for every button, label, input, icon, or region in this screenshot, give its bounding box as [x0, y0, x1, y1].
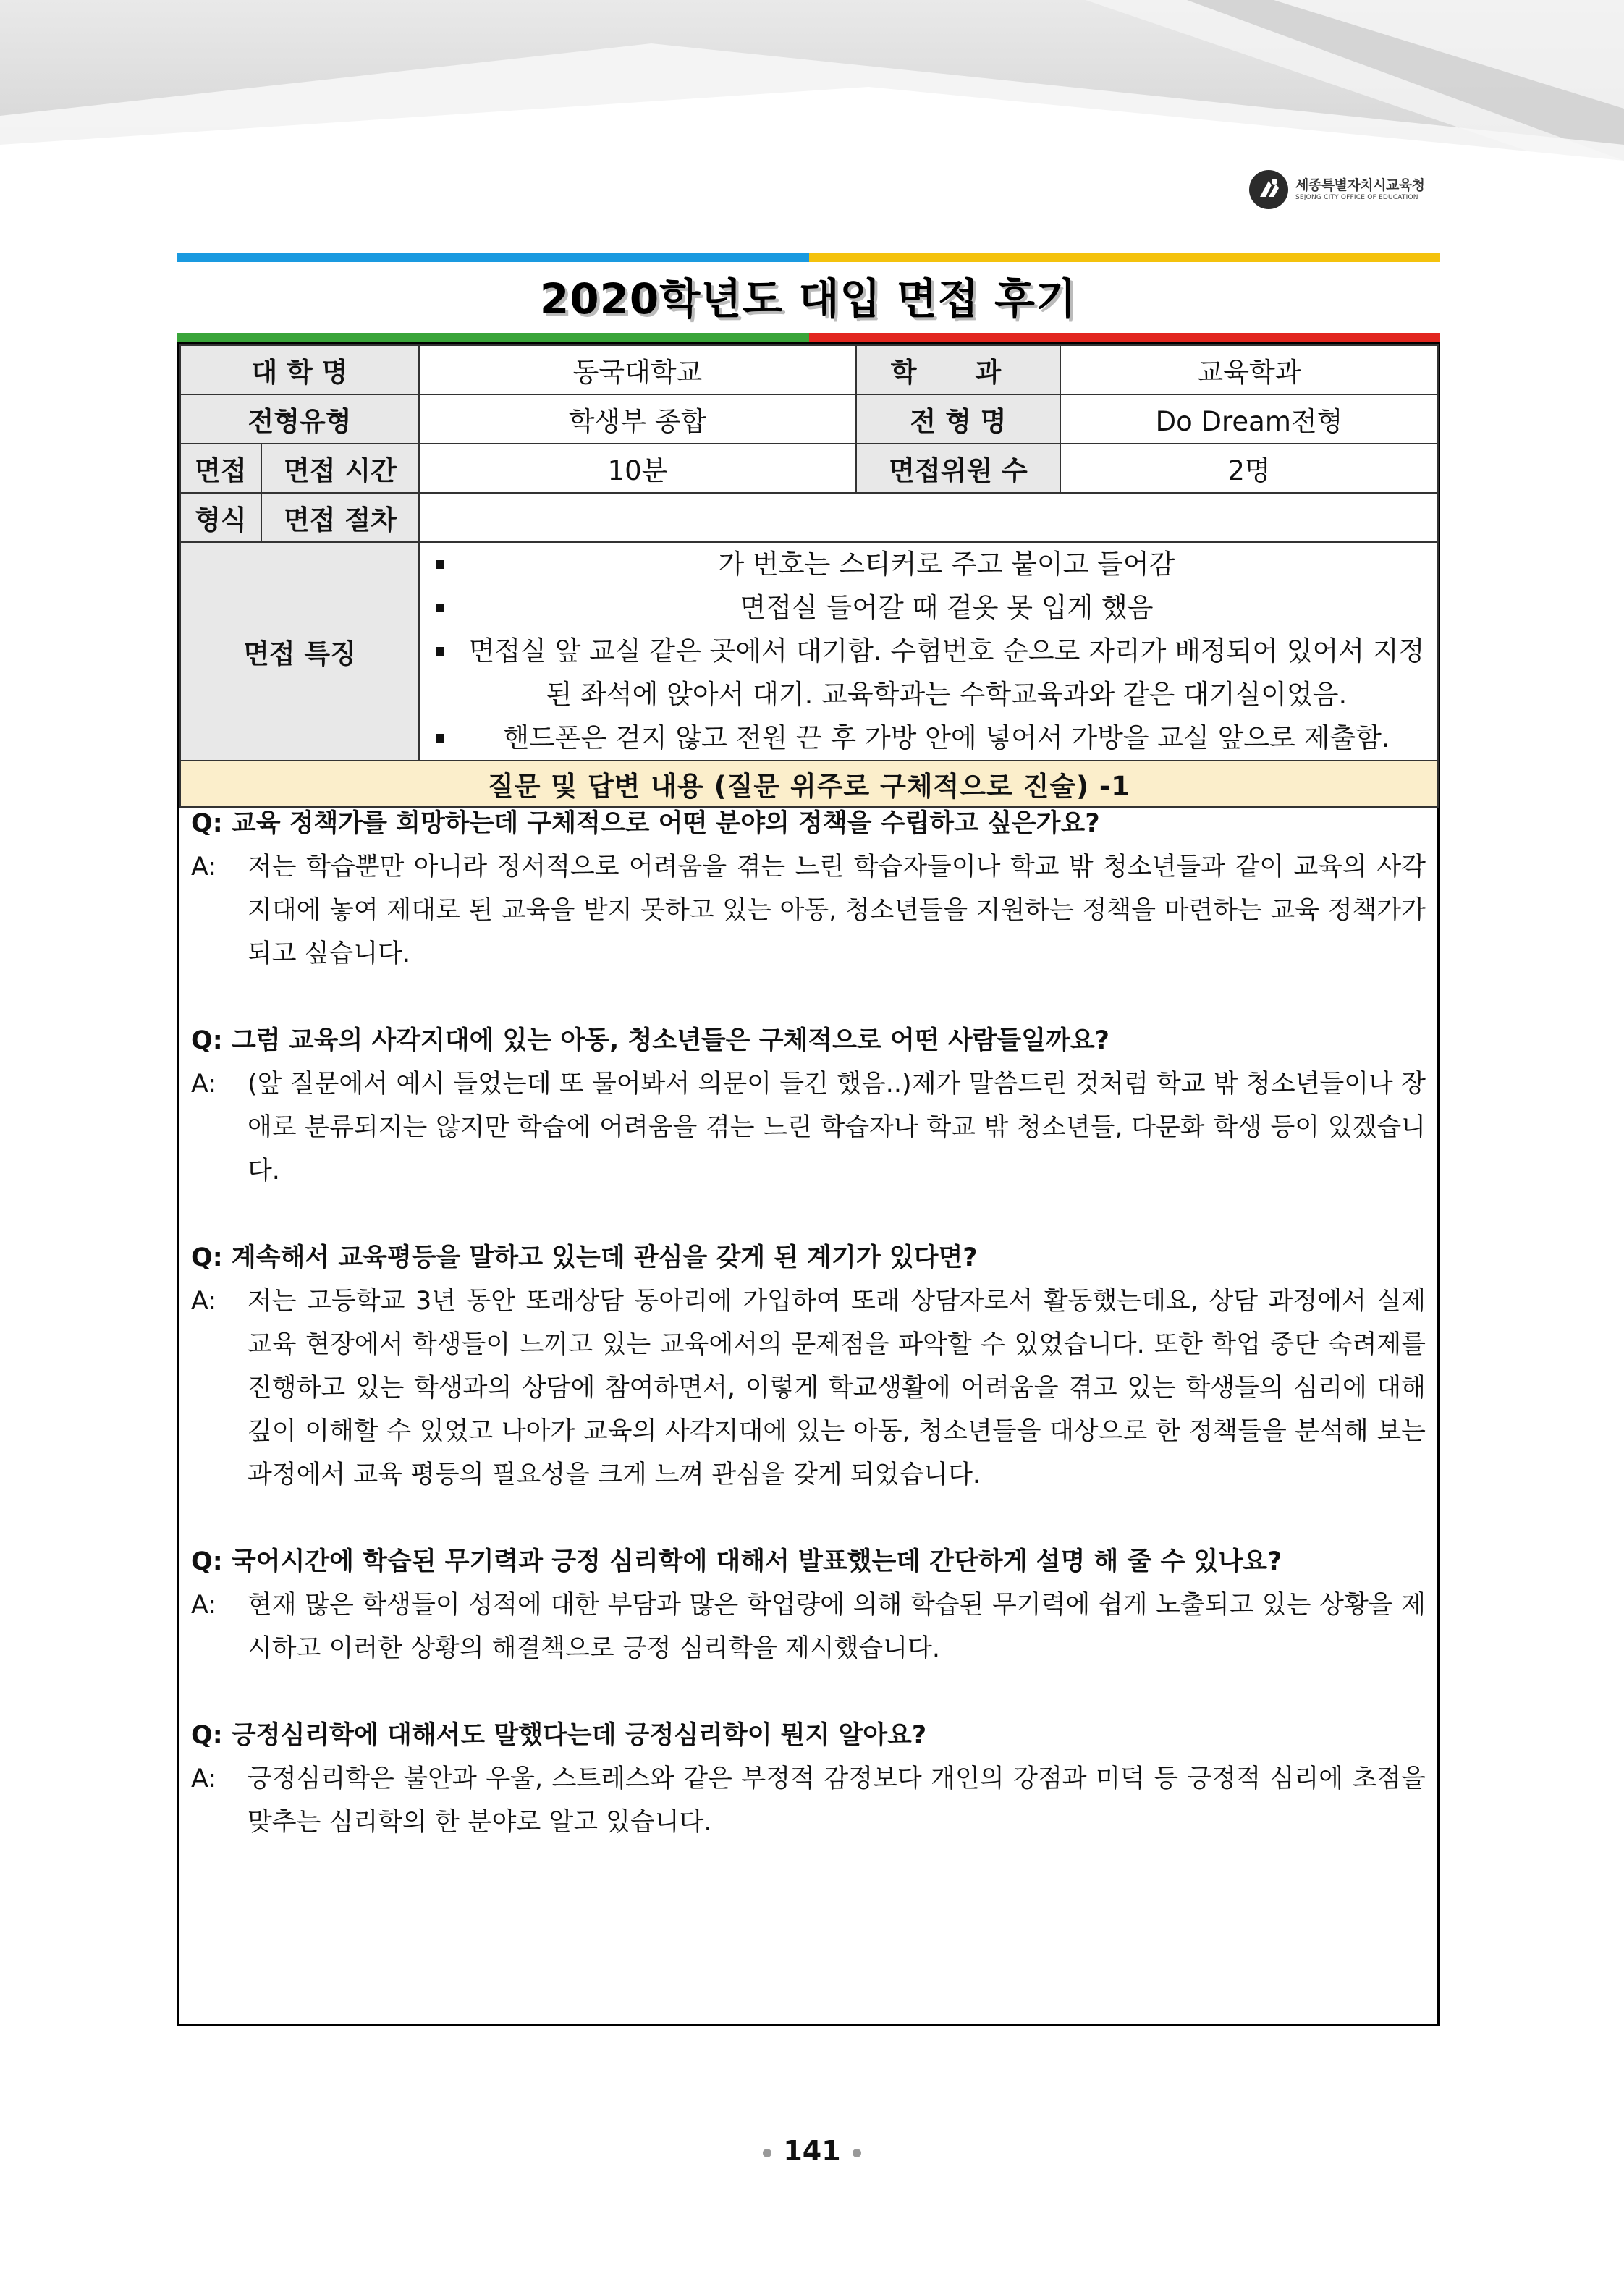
qa-item — [191, 1019, 1426, 1193]
page-number-text: 141 — [783, 2135, 841, 2167]
answer-text: 긍정심리학은 불안과 우울, 스트레스와 같은 부정적 감정보다 개인의 강점과 미덕 등 긍정적 심리에 초점을 맞추는 심리학의 한 분야로 알고 있습니다. — [248, 1764, 1426, 1837]
answer-text: 저는 고등학교 3년 동안 또래상담 동아리에 가입하여 또래 상담자로서 활동했는데요, 상담 과정에서 실제 교육 현장에서 학생들이 느끼고 있는 교육에서의 문제점을 파악할 수 있었습니다. 또한 학업 중단 숙려제를 진행하고 있는 학생과의 상담에 참여하면서, 이렇게 학교생활에 어려움을 겪고 있는 학생들의 심리에 대해 깊이 이해할 수 있었고 나아가 교육의 사각지대에 있는 아동, 청소년들을 대상으로 한 정책들을 분석해 보는 과정에서 교육 평등의 필요성을 크게 느껴 관심을 갖게 되었습니다. — [248, 1287, 1426, 1489]
features-list — [420, 543, 1437, 760]
question-text: Q: 계속해서 교육평등을 말하고 있는데 관심을 갖게 된 계기가 있다면? — [191, 1243, 978, 1272]
qa-section-heading: 질문 및 답변 내용 (질문 위주로 구체적으로 진술) -1 — [180, 761, 1438, 807]
format-label-bottom: 형식 — [180, 493, 261, 542]
question-text: Q: 긍정심리학에 대해서도 말했다는데 긍정심리학이 뭔지 알아요? — [191, 1721, 927, 1750]
track-type-value: 학생부 종합 — [419, 394, 856, 444]
page-number — [0, 2135, 1624, 2167]
track-name-label: 전 형 명 — [856, 394, 1060, 444]
dept-value: 교육학과 — [1060, 345, 1438, 394]
review-form — [177, 342, 1440, 2026]
header-swoosh-graphic — [0, 0, 1624, 161]
interview-info-table — [179, 344, 1439, 808]
answer-mark: A: — [191, 1070, 217, 1099]
qa-item — [191, 1236, 1426, 1497]
list-item: 면접실 들어갈 때 겉옷 못 입게 했음 — [420, 586, 1437, 630]
table-row — [180, 542, 1438, 761]
logo-english-text: SEJONG CITY OFFICE OF EDUCATION — [1295, 193, 1418, 201]
qa-item — [191, 1540, 1426, 1670]
answer-block — [191, 1280, 1426, 1497]
logo-korean-text: 세종특별자치시교육청 — [1295, 177, 1425, 193]
table-row — [180, 761, 1438, 807]
answer-mark: A: — [191, 1764, 217, 1793]
interviewers-value: 2명 — [1060, 444, 1438, 493]
time-label: 면접 시간 — [261, 444, 419, 493]
format-label-top: 면접 — [180, 444, 261, 493]
answer-text: 저는 학습뿐만 아니라 정서적으로 어려움을 겪는 느린 학습자들이나 학교 밖 청소년들과 같이 교육의 사각지대에 놓여 제대로 된 교육을 받지 못하고 있는 아동, 청소년들을 지원하는 정책을 마련하는 교육 정책가가 되고 싶습니다. — [248, 853, 1426, 968]
answer-mark: A: — [191, 1591, 217, 1620]
title-top-bar — [177, 253, 1440, 262]
list-item: 가 번호는 스티커로 주고 붙이고 들어감 — [420, 543, 1437, 586]
university-value: 동국대학교 — [419, 345, 856, 394]
dept-label: 학 과 — [856, 345, 1060, 394]
page-dot-left — [763, 2149, 771, 2157]
answer-text: 현재 많은 학생들이 성적에 대한 부담과 많은 학업량에 의해 학습된 무기력에 쉽게 노출되고 있는 상황을 제시하고 이러한 상황의 해결책으로 긍정 심리학을 제시했습니다. — [248, 1591, 1426, 1663]
answer-block — [191, 1584, 1426, 1670]
title-bottom-bar — [177, 333, 1440, 342]
question-text: Q: 교육 정책가를 희망하는데 구체적으로 어떤 분야의 정책을 수립하고 싶은가요? — [191, 809, 1100, 838]
list-item: 핸드폰은 걷지 않고 전원 끈 후 가방 안에 넣어서 가방을 교실 앞으로 제출함. — [420, 716, 1437, 760]
answer-text: (앞 질문에서 예시 들었는데 또 물어봐서 의문이 들긴 했음..)제가 말씀드린 것처럼 학교 밖 청소년들이나 장애로 분류되지는 않지만 학습에 어려움을 겪는 느린 학습자나 학교 밖 청소년들, 다문화 학생 등이 있겠습니다. — [248, 1070, 1426, 1185]
features-label: 면접 특징 — [180, 542, 419, 761]
table-row — [180, 444, 1438, 493]
sejong-emblem-icon — [1249, 170, 1288, 209]
table-row — [180, 493, 1438, 542]
question-text: Q: 그럼 교육의 사각지대에 있는 아동, 청소년들은 구체적으로 어떤 사람들일까요? — [191, 1026, 1109, 1055]
list-item: 면접실 앞 교실 같은 곳에서 대기함. 수험번호 순으로 자리가 배정되어 있어서 지정된 좌석에 앉아서 대기. 교육학과는 수학교육과와 같은 대기실이었음. — [420, 630, 1437, 716]
time-value: 10분 — [419, 444, 856, 493]
procedure-value — [419, 493, 1438, 542]
question-text: Q: 국어시간에 학습된 무기력과 긍정 심리학에 대해서 발표했는데 간단하게 설명 해 줄 수 있나요? — [191, 1547, 1282, 1576]
qa-list — [191, 802, 1426, 1887]
page-dot-right — [853, 2149, 861, 2157]
answer-block — [191, 845, 1426, 976]
page-title: 2020학년도 대입 면접 후기 — [539, 274, 1078, 324]
procedure-label: 면접 절차 — [261, 493, 419, 542]
sejong-education-logo — [1249, 169, 1425, 210]
track-name-value: Do Dream전형 — [1060, 394, 1438, 444]
qa-item — [191, 1714, 1426, 1844]
table-row — [180, 394, 1438, 444]
answer-mark: A: — [191, 853, 217, 881]
table-row — [180, 345, 1438, 394]
university-label: 대 학 명 — [180, 345, 419, 394]
answer-mark: A: — [191, 1287, 217, 1316]
interviewers-label: 면접위원 수 — [856, 444, 1060, 493]
qa-item — [191, 802, 1426, 976]
answer-block — [191, 1757, 1426, 1844]
answer-block — [191, 1062, 1426, 1193]
track-type-label: 전형유형 — [180, 394, 419, 444]
header-decoration — [0, 0, 1624, 161]
features-list-cell — [419, 542, 1438, 761]
